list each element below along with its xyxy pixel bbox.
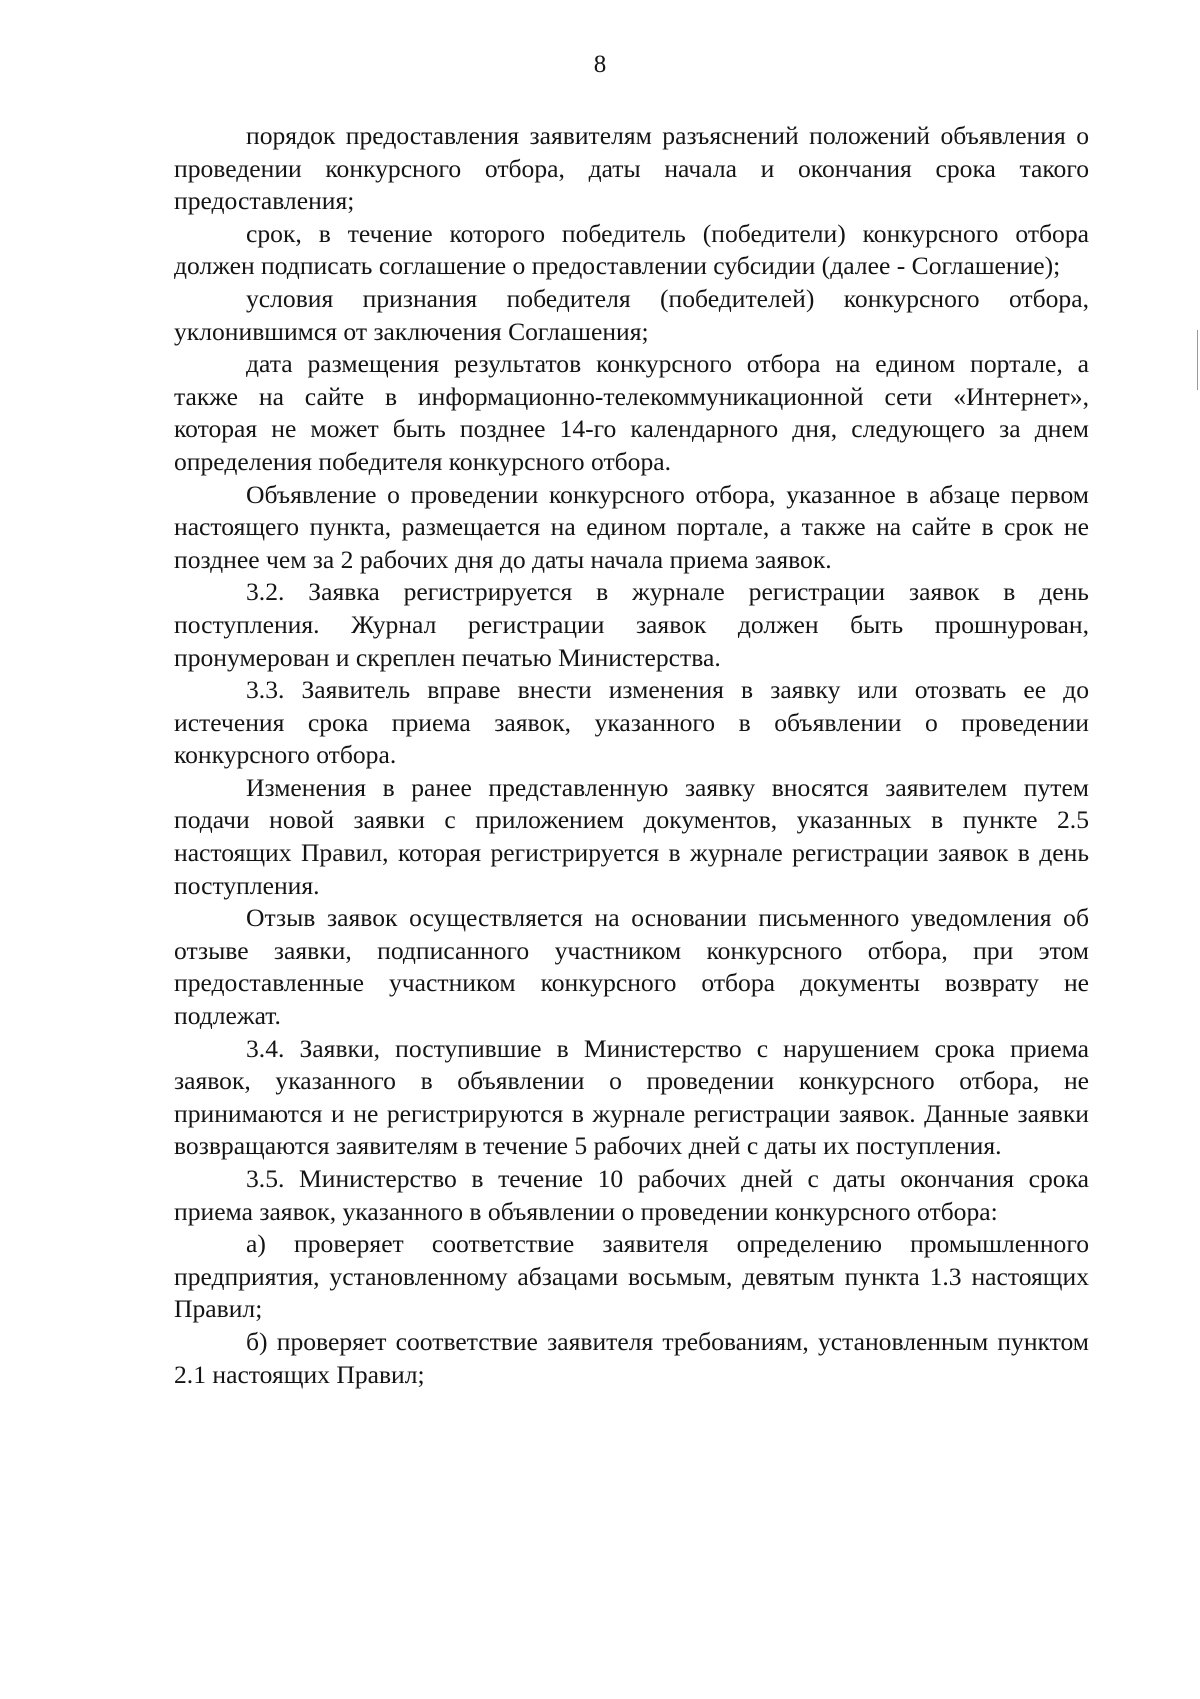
page-number: 8 [593, 51, 607, 78]
paragraph: Объявление о проведении конкурсного отбора, указанное в абзаце первом настоящего пункта, размещается на едином портале, а также на сайте в срок не позднее чем за 2 рабочих дня до даты начала приема заявок. [174, 479, 1089, 574]
paragraph: 3.3. Заявитель вправе внести изменения в заявку или отозвать ее до истечения срока приема заявок, указанного в объявлении о проведении конкурсного отбора. [174, 675, 1089, 770]
paragraph: б) проверяет соответствие заявителя требованиям, установленным пунктом 2.1 настоящих Правил; [174, 1326, 1089, 1389]
paragraph: дата размещения результатов конкурсного отбора на едином портале, а также на сайте в информационно-телекоммуникационной сети «Интернет», которая не может быть позднее 14-го календарного дня, следующего за днем определения победителя конкурсного отбора. [174, 349, 1089, 476]
paragraph: Отзыв заявок осуществляется на основании письменного уведомления об отзыве заявки, подписанного участником конкурсного отбора, при этом предоставленные участником конкурсного отбора документы возврату не подлежат. [174, 903, 1089, 1031]
paragraph: 3.2. Заявка регистрируется в журнале регистрации заявок в день поступления. Журнал регистрации заявок должен быть прошнурован, пронумерован и скреплен печатью Министерства. [174, 577, 1089, 672]
paragraph: срок, в течение которого победитель (победители) конкурсного отбора должен подписать соглашение о предоставлении субсидии (далее - Соглашение); [174, 218, 1089, 281]
paragraph: 3.4. Заявки, поступившие в Министерство с нарушением срока приема заявок, указанного в объявлении о проведении конкурсного отбора, не принимаются и не регистрируются в журнале регистрации заявок. Данные заявки возвращаются заявителям в течение 5 рабочих дней с даты их поступления. [174, 1033, 1089, 1161]
scan-edge-line [1197, 330, 1198, 390]
paragraph: 3.5. Министерство в течение 10 рабочих дней с даты окончания срока приема заявок, указанного в объявлении о проведении конкурсного отбора: [174, 1164, 1089, 1226]
paragraph: а) проверяет соответствие заявителя определению промышленного предприятия, установленному абзацами восьмым, девятым пункта 1.3 настоящих Правил; [174, 1229, 1089, 1324]
document-body [174, 120, 1089, 1391]
paragraph: порядок предоставления заявителям разъяснений положений объявления о проведении конкурсного отбора, даты начала и окончания срока такого предоставления; [174, 121, 1089, 216]
paragraph: условия признания победителя (победителей) конкурсного отбора, уклонившимся от заключения Соглашения; [174, 283, 1089, 346]
paragraph: Изменения в ранее представленную заявку вносятся заявителем путем подачи новой заявки с приложением документов, указанных в пункте 2.5 настоящих Правил, которая регистрируется в журнале регистрации заявок в день поступления. [174, 772, 1089, 900]
